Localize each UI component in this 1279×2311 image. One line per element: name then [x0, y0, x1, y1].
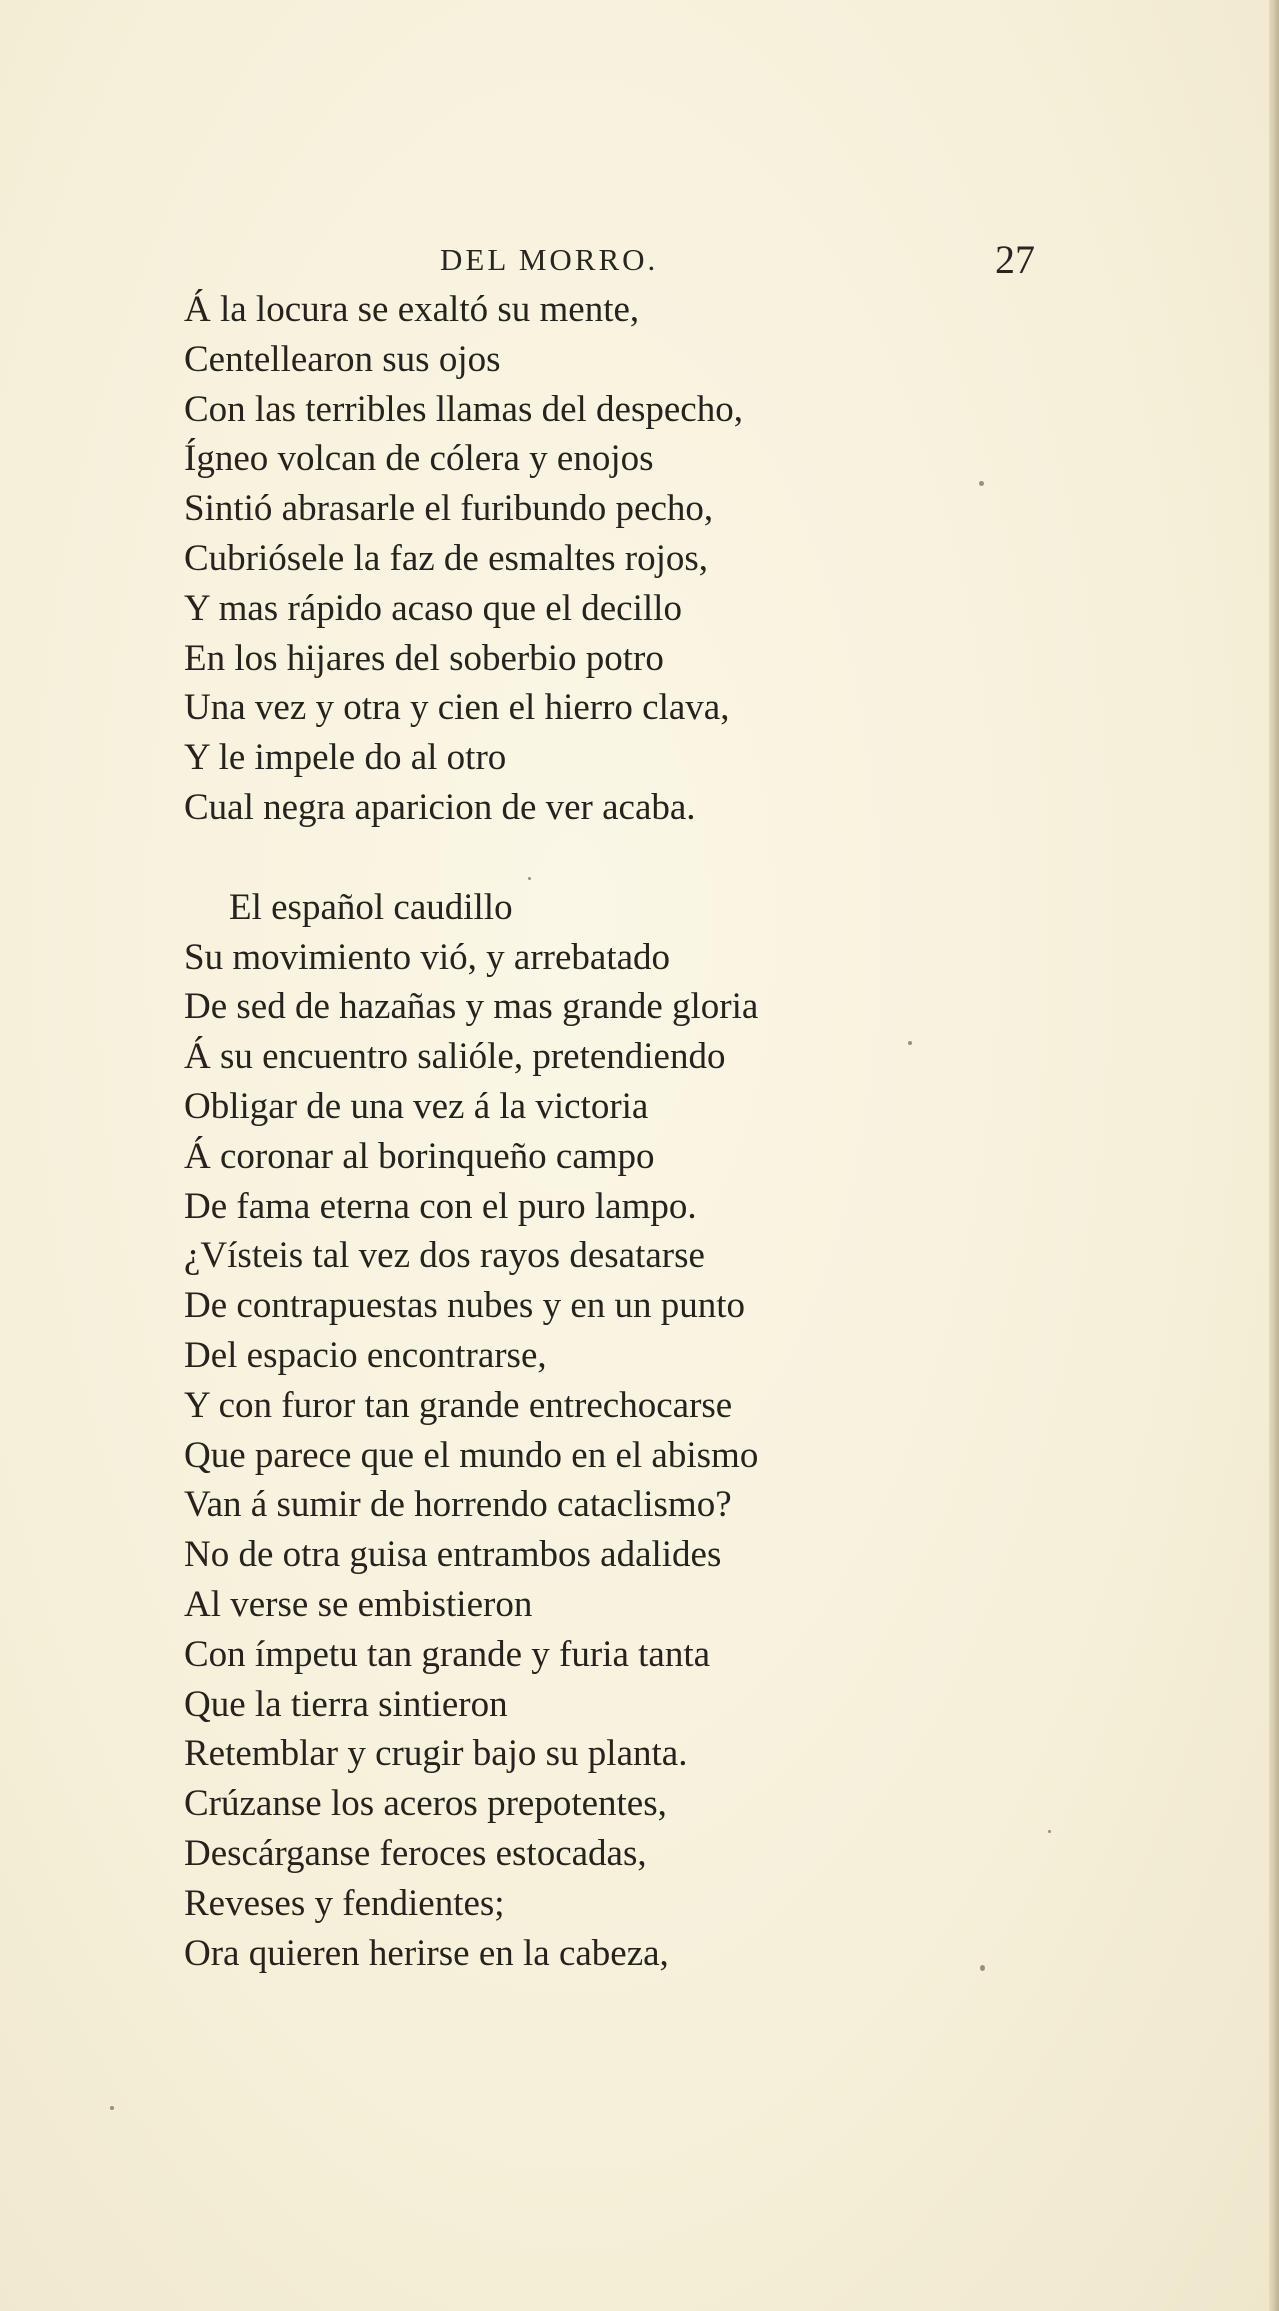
paper-speck [528, 877, 531, 880]
verse-line: Descárganse feroces estocadas, [184, 1832, 647, 1874]
verse-line: Retemblar y crugir bajo su planta. [184, 1733, 688, 1775]
verse-line: Y le impele do al otro [184, 737, 507, 779]
stanza-2 [184, 883, 1064, 1979]
page-edge [1269, 0, 1279, 2311]
verse-line: No de otra guisa entrambos adalides [184, 1534, 722, 1576]
verse-line: De sed de hazañas y mas grande gloria [184, 986, 759, 1028]
verse-line: De fama eterna con el puro lampo. [184, 1185, 697, 1227]
verse-line: Ora quieren herirse en la cabeza, [184, 1932, 669, 1974]
verse-line: Cubriósele la faz de esmaltes rojos, [184, 537, 708, 579]
verse-line: Centellearon sus ojos [184, 338, 501, 380]
page-number: 27 [995, 237, 1035, 282]
verse-line: Y con furor tan grande entrechocarse [184, 1384, 733, 1426]
verse-line: Con las terribles llamas del despecho, [184, 388, 743, 430]
verse-line: Á la locura se exaltó su mente, [184, 289, 640, 330]
paper-speck [110, 2106, 114, 2110]
verse-line: Que parece que el mundo en el abismo [184, 1434, 759, 1476]
verse-line: El español caudillo [229, 886, 513, 928]
paper-speck [1048, 1830, 1051, 1833]
verse-line: ¿Vísteis tal vez dos rayos desatarse [184, 1235, 705, 1277]
verse-line: Obligar de una vez á la victoria [184, 1085, 649, 1127]
verse-line: Y mas rápido acaso que el decillo [184, 587, 682, 629]
verse-line: Á coronar al borinqueño campo [184, 1135, 655, 1177]
verse-line: En los hijares del soberbio potro [184, 637, 664, 679]
verse-line: Á su encuentro salióle, pretendiendo [184, 1036, 726, 1078]
poem-text [184, 285, 1064, 1978]
verse-line: Con ímpetu tan grande y furia tanta [184, 1633, 711, 1675]
verse-line: Que la tierra sintieron [184, 1683, 508, 1725]
stanza-1 [184, 285, 1064, 833]
verse-line: Una vez y otra y cien el hierro clava, [184, 687, 730, 729]
verse-line: Van á sumir de horrendo cataclismo? [184, 1484, 732, 1526]
paper-speck [980, 1965, 985, 1971]
verse-line: Del espacio encontrarse, [184, 1334, 547, 1376]
verse-line: Su movimiento vió, y arrebatado [184, 936, 671, 978]
verse-line: De contrapuestas nubes y en un punto [184, 1285, 746, 1327]
verse-line: Al verse se embistieron [184, 1583, 533, 1625]
verse-line: Ígneo volcan de cólera y enojos [184, 438, 654, 480]
paper-speck [979, 481, 984, 486]
running-head: DEL MORRO. [440, 242, 659, 277]
verse-line: Cual negra aparicion de ver acaba. [184, 786, 696, 828]
verse-line: Sintió abrasarle el furibundo pecho, [184, 488, 714, 530]
verse-line: Reveses y fendientes; [184, 1882, 505, 1924]
verse-line: Crúzanse los aceros prepotentes, [184, 1783, 667, 1825]
paper-speck [908, 1041, 912, 1045]
